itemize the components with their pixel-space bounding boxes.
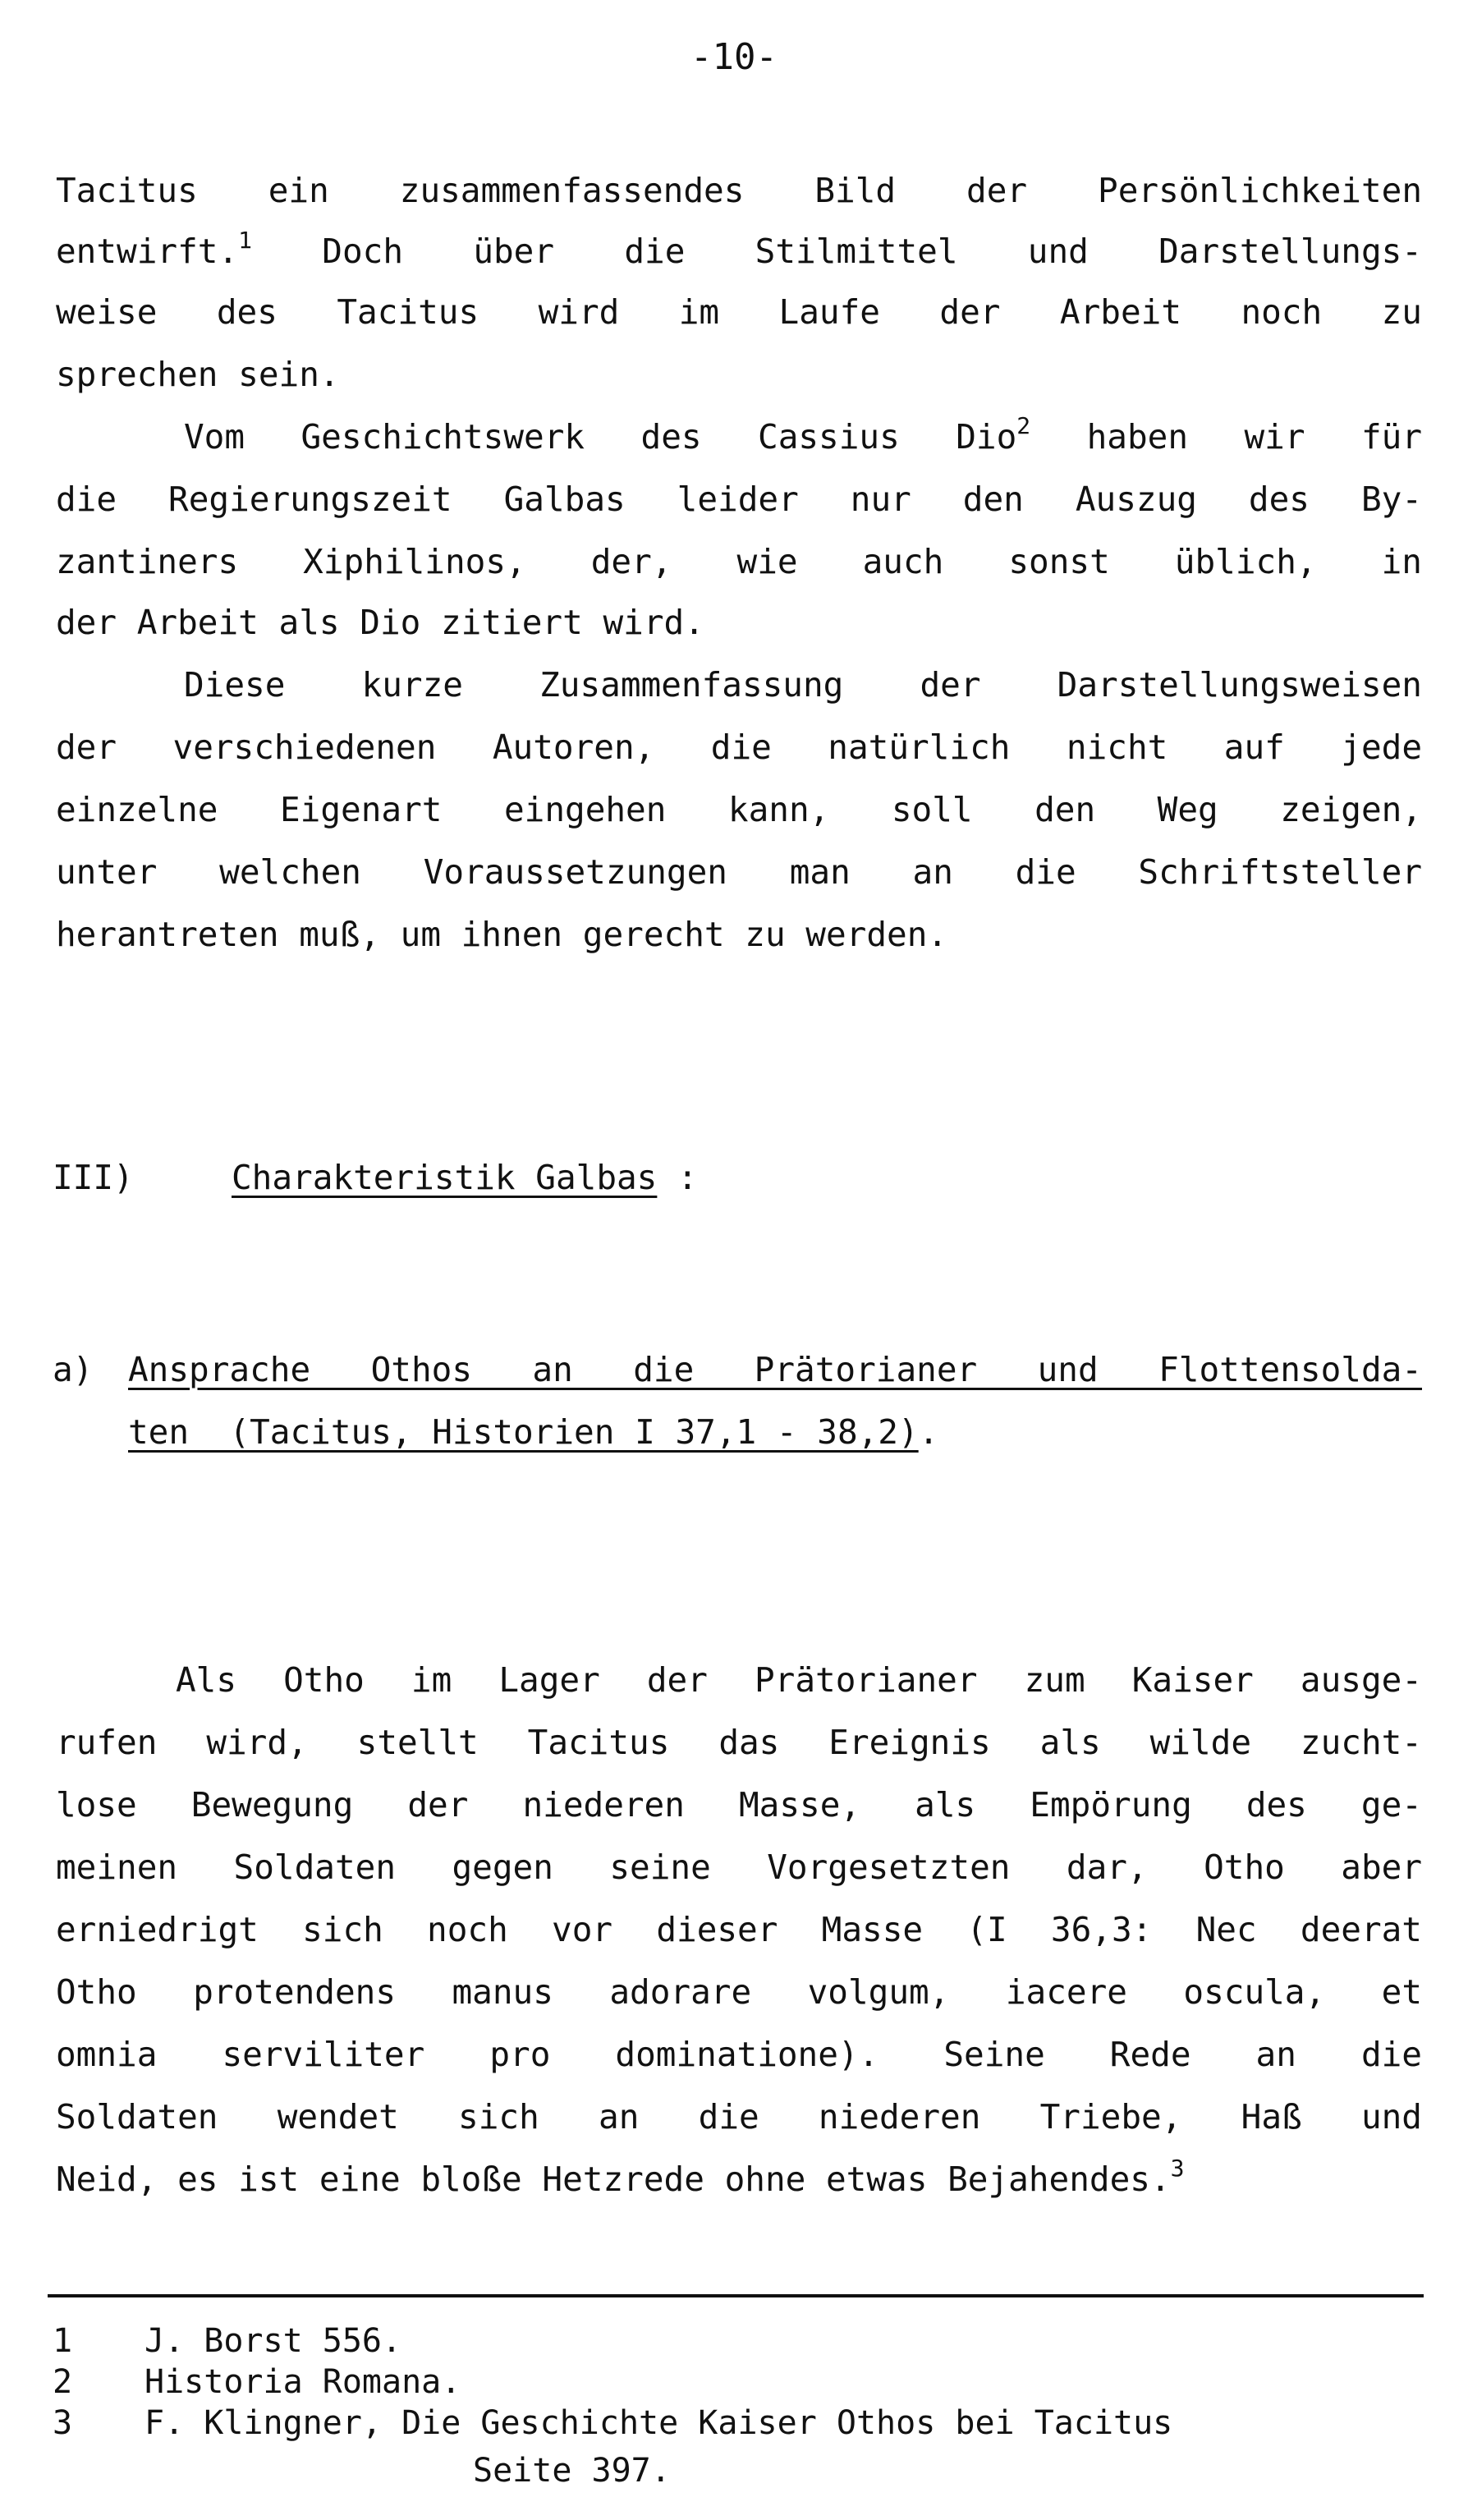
text-line: meinen Soldaten gegen seine Vorgesetzten dar, Otho aber	[56, 1848, 1422, 1887]
footnote-number: 1	[53, 2322, 73, 2360]
footnote-continuation: Seite 397.	[473, 2452, 671, 2490]
footnote-text: F. Klingner, Die Geschichte Kaiser Othos bei Tacitus	[145, 2404, 1173, 2442]
text-line: einzelne Eigenart eingehen kann, soll den Weg zeigen,	[56, 790, 1422, 829]
text-line: weise des Tacitus wird im Laufe der Arbeit noch zu	[56, 292, 1422, 332]
footnote-divider	[48, 2294, 1424, 2297]
text-line: der verschiedenen Autoren, die natürlich nicht auf jede	[56, 728, 1422, 767]
text-line: Als Otho im Lager der Prätorianer zum Kaiser ausge-	[176, 1660, 1422, 1700]
text-line: entwirft.$^1$ Doch über die Stilmittel und Darstellungs-	[56, 227, 1422, 271]
text-line: erniedrigt sich noch vor dieser Masse (I 36,3: Nec deerat	[56, 1910, 1422, 1949]
footnote-ref: 1	[238, 227, 253, 254]
text-line: der Arbeit als Dio zitiert wird.	[56, 603, 704, 642]
text-line: Neid, es ist eine bloße Hetzrede ohne etwas Bejahendes.$^3$	[56, 2155, 1185, 2199]
text-line: Tacitus ein zusammenfassendes Bild der Persönlichkeiten	[56, 171, 1422, 210]
text-line: Otho protendens manus adorare volgum, iacere oscula, et	[56, 1972, 1422, 2012]
text-line: herantreten muß, um ihnen gerecht zu werden.	[56, 915, 948, 954]
subsection-title-line-2: ten (Tacitus, Historien I 37,1 - 38,2)	[128, 1412, 919, 1452]
text-line: Diese kurze Zusammenfassung der Darstellungsweisen	[184, 665, 1422, 705]
footnote-ref: 2	[1016, 412, 1031, 439]
footnote-text: J. Borst 556.	[145, 2322, 402, 2360]
footnote-text: Historia Romana.	[145, 2363, 461, 2401]
text-line: unter welchen Voraussetzungen man an die Schriftsteller	[56, 852, 1422, 892]
section-number: III)	[53, 1158, 134, 1197]
text-line: Vom Geschichtswerk des Cassius Dio$^2$ haben wir für	[184, 412, 1423, 457]
text-line: rufen wird, stellt Tacitus das Ereignis als wilde zucht-	[56, 1723, 1422, 1762]
footnote-number: 2	[53, 2363, 73, 2401]
text-line: lose Bewegung der niederen Masse, als Empörung des ge-	[56, 1785, 1422, 1825]
text-line: Soldaten wendet sich an die niederen Triebe, Haß und	[56, 2097, 1422, 2137]
section-title: Charakteristik Galbas	[232, 1158, 658, 1197]
text-line: omnia serviliter pro dominatione). Seine Rede an die	[56, 2035, 1422, 2074]
text-line: sprechen sein.	[56, 355, 340, 394]
footnote-number: 3	[53, 2404, 73, 2442]
page-number: -10-	[690, 36, 778, 78]
text-line: die Regierungszeit Galbas leider nur den Auszug des By-	[56, 480, 1422, 519]
footnote-ref: 3	[1170, 2155, 1185, 2182]
text-line: zantiners Xiphilinos, der, wie auch sonst üblich, in	[56, 542, 1422, 581]
subsection-title-line-1: Ansprache Othos an die Prätorianer und Flottensolda-	[128, 1350, 1422, 1389]
subsection-label: a)	[53, 1350, 94, 1389]
